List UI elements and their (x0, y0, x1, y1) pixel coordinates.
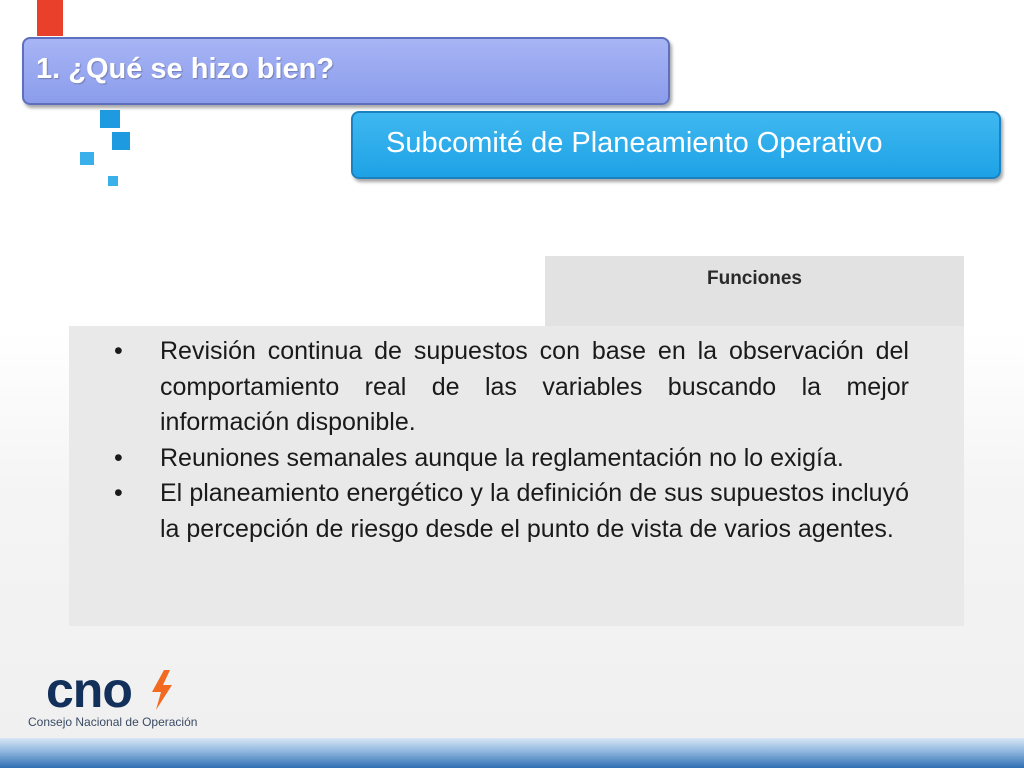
bullet-marker: • (114, 337, 123, 365)
logo-tagline: Consejo Nacional de Operación (28, 715, 198, 729)
slide-title: 1. ¿Qué se hizo bien? (36, 53, 335, 85)
decor-square-red (37, 0, 63, 36)
section-header: Funciones (706, 268, 802, 289)
lightning-bolt-icon (150, 670, 174, 710)
bullet-text: Reuniones semanales aunque la reglamentación no lo exigía. (160, 443, 844, 472)
bullet-item (114, 334, 909, 441)
decor-square-blue (108, 176, 118, 186)
bullet-item (114, 441, 909, 477)
bullet-marker: • (114, 443, 123, 472)
bullet-text: Revisión continua de supuestos con base en la observación del comportamiento real de las variables buscando la mejor información disponible. (160, 337, 909, 436)
bullet-item (114, 476, 909, 547)
subtitle-box (351, 111, 1001, 179)
decor-square-blue (80, 152, 94, 165)
section-header-box (545, 256, 964, 328)
decor-square-blue (112, 132, 130, 150)
logo-wordmark: cno (46, 662, 132, 718)
slide-title-box (22, 37, 670, 105)
decor-square-blue (100, 110, 120, 128)
bullet-marker: • (114, 479, 123, 507)
bullet-text: El planeamiento energético y la definición de sus supuestos incluyó la percepción de riesgo desde el punto de vista de varios agentes. (160, 479, 909, 543)
bullet-content-box (69, 326, 964, 626)
bullet-list (114, 334, 909, 547)
cno-logo (28, 662, 206, 735)
slide-subtitle: Subcomité de Planeamiento Operativo (386, 127, 883, 159)
footer-bar (0, 738, 1024, 768)
